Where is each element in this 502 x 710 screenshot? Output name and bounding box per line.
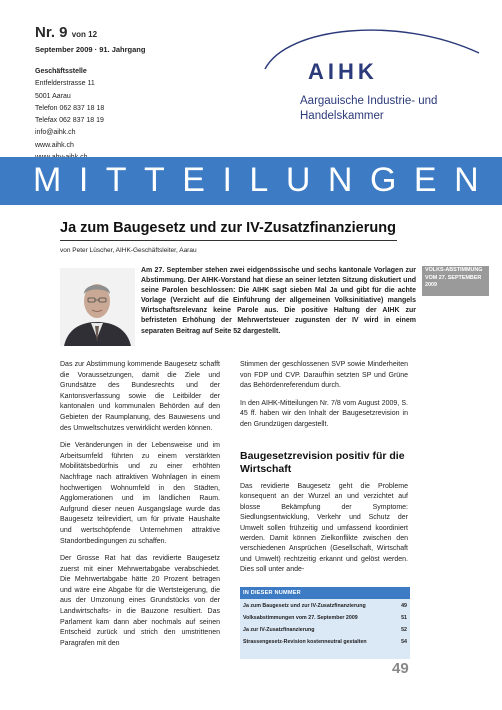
toc-item[interactable] bbox=[243, 627, 407, 633]
toc-item-title: Ja zum Baugesetz und zur IV-Zusatzfinanzierung bbox=[243, 603, 366, 609]
paragraph: In den AIHK-Mitteilungen Nr. 7/8 vom August 2009, S. 45 ff. haben wir den Inhalt der Baugesetzrevision in den Grundzügen dargestellt. bbox=[240, 399, 408, 428]
side-label: VOLKS-ABSTIMMUNG VOM 27. SEPTEMBER 2009 bbox=[422, 266, 489, 296]
paragraph: Stimmen der geschlossenen SVP sowie Minderheiten von FDP und CVP. Daraufhin setzten SP und Grüne das Behördenreferendum durch. bbox=[240, 361, 408, 390]
contact-title: Geschäftsstelle bbox=[35, 68, 87, 75]
issue-date: September 2009 · 91. Jahrgang bbox=[35, 45, 146, 54]
paragraph: Die Veränderungen in der Lebensweise und im Arbeitsumfeld führten zu einem verstärkten Mobilitätsbedürfnis und zu einer erhöhten Nachfrage nach attraktiven Wohnlagen in einem hochwertigen Wohnumfeld in den Städten, Agglomerationen und im ländlichen Raum. Aufgrund dieser neuen Ausgangslage wurde das Baugesetz teilrevidiert, um für private Haushalte und wertschöpfende Unternehmen attraktive Standortbedingungen zu schaffen. bbox=[60, 442, 220, 545]
article-column-2 bbox=[240, 360, 408, 438]
org-line-1: Aargauische Industrie- und bbox=[300, 95, 438, 107]
article-column-1 bbox=[60, 360, 220, 656]
author-photo bbox=[60, 268, 135, 346]
paragraph: Das zur Abstimmung kommende Baugesetz schafft die Voraussetzungen, damit die Ziele und Grundsätze des Bundesrechts und der Kantonsverfassung sowie die Leitbilder der kantonalen und kommunalen Behörden auf den Gebieten der Raumplanung, des Bauwesens und des Umweltschutzes verwirklicht werden können. bbox=[60, 361, 220, 432]
toc-item-page: 54 bbox=[401, 639, 407, 645]
logo-text: AIHK bbox=[308, 59, 378, 84]
toc-item[interactable] bbox=[243, 639, 407, 645]
toc-item[interactable] bbox=[243, 615, 407, 621]
toc-item[interactable] bbox=[243, 603, 407, 609]
contact-block bbox=[35, 66, 104, 164]
article-headline: Ja zum Baugesetz und zur IV-Zusatzfinanzierung bbox=[60, 220, 396, 236]
toc-heading: IN DIESER NUMMER bbox=[243, 590, 301, 596]
toc-item-title: Volksabstimmungen vom 27. September 2009 bbox=[243, 615, 358, 621]
paragraph: Der Grosse Rat hat das revidierte Baugesetz zuerst mit einer Mehrwertabgabe verabschiedet. Die Mehrwertabgabe hätte 20 Prozent betragen und wäre eine Abgabe für die Wertsteigerung, die aus der Umzonung eines Grundstücks von der Landwirtschafts- in die Bauzone resultiert. Das Parlament kam dann aber nochmals auf seinen Entscheid zurück und strich den umstrittenen Paragrafen mit den bbox=[60, 555, 220, 647]
toc-item-page: 52 bbox=[401, 627, 407, 633]
contact-fax: Telefax 062 837 18 19 bbox=[35, 117, 104, 125]
headline-rule bbox=[60, 240, 397, 241]
org-name bbox=[300, 94, 437, 123]
publication-title: MITTEILUNGEN bbox=[33, 161, 497, 199]
contact-phone: Telefon 062 837 18 18 bbox=[35, 104, 105, 112]
article-author: von Peter Lüscher, AIHK-Geschäftsleiter, Aarau bbox=[60, 247, 197, 254]
toc-item-title: Strassengesetz-Revision kostenneutral gestalten bbox=[243, 639, 367, 645]
issue-of: von 12 bbox=[71, 30, 98, 39]
contact-city: 5001 Aarau bbox=[35, 92, 71, 100]
page-number: 49 bbox=[392, 660, 409, 677]
contact-web-1[interactable]: www.aihk.ch bbox=[35, 141, 74, 149]
section-subhead: Baugesetzrevision positiv für die Wirtschaft bbox=[240, 450, 405, 475]
toc-item-page: 49 bbox=[401, 603, 407, 609]
issue-label: Nr. 9 bbox=[35, 24, 68, 41]
issue-number bbox=[35, 24, 97, 41]
article-lead: Am 27. September stehen zwei eidgenössische und sechs kantonale Vorlagen zur Abstimmung. Der AIHK-Vorstand hat diese an seiner letzten Sitzung diskutiert und seine Parolen beschlossen: Die AIHK sagt sieben Mal Ja und gibt für die achte Vorlage (Verzicht auf die Einführung der allgemeinen Volksinitiative) mangels Wirtschaftsrelevanz keine Parole aus. Die positive Haltung der AIHK zur befristeten Erhöhung der Mehrwertsteuer zugunsten der IV wird in einem separaten Beitrag auf Seite 52 dargestellt. bbox=[141, 267, 416, 335]
contact-email[interactable]: info@aihk.ch bbox=[35, 129, 76, 137]
contact-street: Entfelderstrasse 11 bbox=[35, 80, 95, 88]
toc-item-page: 51 bbox=[401, 615, 407, 621]
toc-item-title: Ja zur IV-Zusatzfinanzierung bbox=[243, 627, 315, 633]
portrait-image bbox=[60, 268, 135, 346]
article-column-2-continued: Das revidierte Baugesetz geht die Probleme konsequent an der Wurzel an und verzichtet auf blosse Bekämpfung der Symptome: Siedlungsentwicklung, Verkehr und Schutz der Umwelt sollen frühzeitig und umfassend koordiniert werden. Damit können Zielkonflikte zwischen den verschiedenen Ansprüchen (Gesellschaft, Wirtschaft und Umwelt) rechtzeitig erkannt und gelöst werden. Dies soll unter ande- bbox=[240, 483, 408, 574]
org-line-2: Handelskammer bbox=[300, 109, 384, 122]
